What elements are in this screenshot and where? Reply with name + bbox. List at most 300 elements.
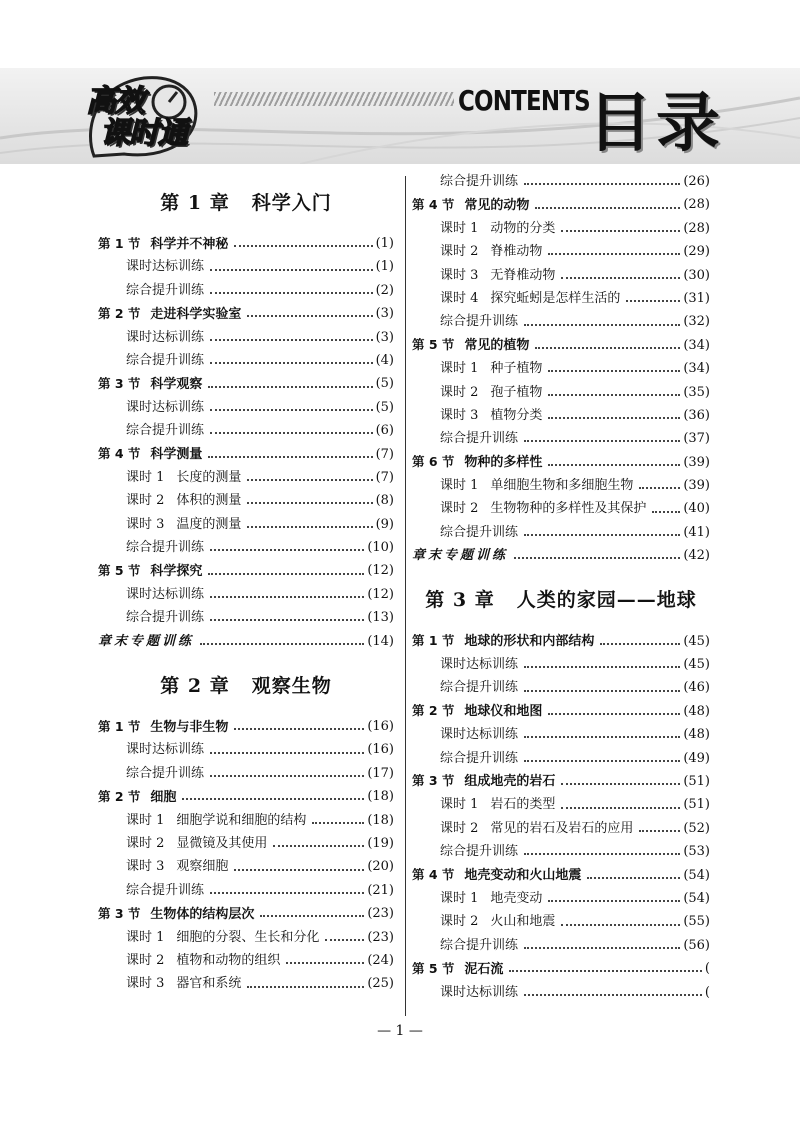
dot-leader [247,478,372,481]
logo-text-line1: 高效 [86,84,144,119]
toc-entry-title: 火山和地震 [490,914,556,930]
toc-entry-label [412,863,584,887]
dot-leader [509,969,702,972]
dot-leader [561,276,680,279]
toc-entry-title: 常见的植物 [464,338,530,354]
toc-entry-title: 常见的岩石及岩石的应用 [490,820,634,836]
toc-entry-page: (16) [367,719,394,735]
toc-lesson-entry[interactable] [412,981,710,1004]
dot-leader [524,182,680,185]
toc-entry-page: (18) [367,812,394,828]
toc-lesson-entry[interactable] [98,879,394,902]
toc-entry-label [412,699,545,723]
toc-section-entry[interactable] [98,443,394,466]
toc-entry-label [126,738,207,761]
dot-leader [273,844,364,847]
dot-leader [561,923,680,926]
toc-entry-label [440,287,623,310]
toc-entry-page: (5) [375,399,394,415]
toc-entry-number: 课时 1 [440,478,479,494]
toc-entry-label [440,793,558,816]
toc-left-column [98,170,394,996]
toc-lesson-entry[interactable] [412,287,710,310]
toc-entry-title: 长度的测量 [176,469,242,485]
toc-entry-title: 组成地壳的岩石 [464,774,556,790]
toc-section-entry[interactable] [412,451,710,474]
toc-entry-label [440,404,545,427]
chapter-number: 第 3 章 [425,589,495,612]
toc-entry-label [440,240,545,263]
chapter-heading [412,568,710,630]
toc-entry-label [440,910,558,933]
toc-entry-number: 课时 1 [440,797,479,813]
toc-lesson-entry[interactable] [98,326,394,349]
toc-lesson-entry[interactable] [412,310,710,333]
toc-lesson-entry[interactable] [98,972,394,995]
dot-leader [524,689,680,692]
toc-entry-title: 脊椎动物 [490,244,543,260]
toc-lesson-entry[interactable] [412,240,710,263]
toc-entry-page: (3) [375,306,394,322]
toc-lesson-entry[interactable] [98,513,394,536]
toc-section-entry[interactable] [98,785,394,808]
toc-entry-page: (5) [375,376,394,392]
toc-entry-page: (1) [375,259,394,275]
dot-leader [210,431,373,434]
column-divider [405,176,406,1016]
toc-lesson-entry[interactable] [98,536,394,559]
toc-entry-page: (28) [683,197,710,213]
dot-leader [210,361,373,364]
toc-review-entry[interactable] [98,630,394,653]
toc-entry-page: (37) [683,431,710,447]
toc-entry-label [440,887,545,910]
toc-entry-number: 第 3 节 [412,773,455,789]
toc-entry-page: (35) [683,384,710,400]
toc-entry-page: (31) [683,290,710,306]
toc-entry-label [126,809,309,832]
toc-entry-page: (48) [683,703,710,719]
toc-entry-number: 课时 2 [440,244,479,260]
toc-entry-title: 综合提升训练 [126,540,205,556]
dot-leader [652,510,680,513]
toc-entry-title: 课时达标训练 [440,657,519,673]
dot-leader [210,618,364,621]
toc-entry-number: 第 5 节 [98,562,141,578]
toc-entry-number: 课时 2 [440,501,479,517]
toc-entry-title: 课时达标训练 [126,259,205,275]
toc-entry-label [440,840,521,863]
toc-entry-page: (1) [375,236,394,251]
dot-leader [182,797,364,800]
toc-entry-title: 课时达标训练 [440,984,519,1000]
toc-section-entry[interactable] [412,957,710,980]
dot-leader [561,806,680,809]
toc-entry-label [126,855,231,878]
toc-entry-label [412,333,532,357]
dot-leader [639,829,680,832]
dot-leader [210,548,364,551]
toc-entry-number: 第 2 节 [98,305,141,321]
dot-leader [234,727,364,730]
dot-leader [561,782,680,785]
toc-entry-label [126,466,244,489]
dot-leader [561,229,680,232]
toc-entry-number: 第 1 节 [98,235,141,251]
toc-entry-label [126,255,207,278]
toc-entry-page: (6) [375,423,394,439]
toc-entry-number: 第 5 节 [412,960,455,976]
toc-lesson-entry[interactable] [412,840,710,863]
toc-lesson-entry[interactable] [412,747,710,770]
toc-entry-label [440,817,636,840]
dot-leader [548,252,680,255]
toc-entry-title: 科学观察 [150,376,203,392]
toc-entry-number: 第 6 节 [412,454,455,470]
toc-entry-page: (36) [683,407,710,423]
toc-entry-label [440,723,521,746]
toc-entry-label [126,489,244,512]
toc-lesson-entry[interactable] [412,521,710,544]
toc-entry-title: 综合提升训练 [126,765,205,781]
dot-leader [312,821,364,824]
toc-entry-label [440,310,521,333]
toc-entry-number: 第 4 节 [98,446,141,462]
dot-leader [210,338,373,341]
toc-entry-label [98,630,197,653]
dot-leader [548,463,680,466]
toc-entry-page: (12) [367,563,394,579]
toc-lesson-entry[interactable] [412,381,710,404]
toc-entry-page: (9) [375,516,394,532]
toc-entry-page: (17) [367,765,394,781]
dot-leader [524,735,680,738]
toc-entry-label [412,450,545,474]
toc-lesson-entry[interactable] [412,817,710,840]
toc-entry-label [412,629,597,653]
toc-entry-number: 第 3 节 [98,905,141,921]
toc-section-entry[interactable] [412,864,710,887]
toc-entry-label [126,972,244,995]
toc-section-entry[interactable] [98,302,394,325]
toc-entry-label [440,981,521,1004]
toc-entry-title: 孢子植物 [490,384,543,400]
toc-entry-label [440,521,521,544]
toc-lesson-entry[interactable] [98,832,394,855]
dot-leader [234,868,364,871]
toc-entry-label [98,559,205,583]
toc-entry-page: (23) [367,929,394,945]
toc-lesson-entry[interactable] [412,217,710,240]
toc-entry-page: (34) [683,361,710,377]
toc-entry-label [98,902,257,926]
toc-entry-label [126,926,322,949]
toc-entry-title: 单细胞生物和多细胞生物 [490,478,634,494]
toc-lesson-entry[interactable] [98,606,394,629]
toc-entry-title: 显微镜及其使用 [176,835,268,851]
toc-entry-page: (3) [375,329,394,345]
toc-entry-title: 科学探究 [150,563,203,579]
toc-lesson-entry[interactable] [98,466,394,489]
toc-section-entry[interactable] [98,715,394,738]
toc-entry-number: 第 2 节 [98,788,141,804]
toc-entry-number: 第 5 节 [412,337,455,353]
dot-leader [535,346,680,349]
toc-entry-number: 课时 2 [440,820,479,836]
toc-entry-title: 地壳变动和火山地震 [464,868,582,884]
toc-entry-page: (34) [683,337,710,353]
toc-entry-title: 综合提升训练 [440,937,519,953]
toc-entry-title: 生物体的结构层次 [150,906,255,922]
toc-entry-number: 课时 2 [440,384,479,400]
toc-entry-title: 综合提升训练 [440,174,519,189]
toc-entry-title: 课时达标训练 [126,329,205,345]
toc-entry-label [98,715,231,739]
toc-entry-page: (10) [367,540,394,556]
toc-entry-title: 细胞 [150,789,177,805]
toc-entry-page: (8) [375,493,394,509]
toc-entry-page: (4) [375,352,394,368]
toc-entry-page: (53) [683,844,710,860]
toc-lesson-entry[interactable] [412,653,710,676]
dot-leader [524,665,680,668]
toc-lesson-entry[interactable] [98,489,394,512]
toc-lesson-entry[interactable] [98,349,394,372]
toc-entry-title: 泥石流 [464,961,504,977]
toc-entry-number: 课时 3 [126,516,165,532]
toc-entry-page: (2) [375,282,394,298]
toc-entry-page: (54) [683,867,710,883]
toc-lesson-entry[interactable] [412,793,710,816]
toc-entry-title: 综合提升训练 [440,680,519,696]
toc-entry-label [126,832,270,855]
toc-section-entry[interactable] [412,193,710,216]
dot-leader [535,206,680,209]
dot-leader [548,899,680,902]
dot-leader [247,314,372,317]
dot-leader [260,914,364,917]
toc-entry-label [440,474,636,497]
logo-text-line2: 课时通 [100,116,187,151]
dot-leader [208,455,372,458]
toc-lesson-entry[interactable] [412,887,710,910]
dot-leader [524,533,680,536]
toc-lesson-entry[interactable] [412,427,710,450]
toc-entry-title: 综合提升训练 [440,431,519,447]
toc-entry-label [412,769,558,793]
toc-entry-label [126,396,207,419]
toc-lesson-entry[interactable] [412,676,710,699]
toc-lesson-entry[interactable] [412,264,710,287]
toc-entry-title: 探究蚯蚓是怎样生活的 [490,290,621,306]
toc-entry-page: (42) [683,548,710,564]
toc-entry-number: 第 3 节 [98,375,141,391]
toc-entry-page: (46) [683,680,710,696]
toc-lesson-entry[interactable] [98,396,394,419]
toc-entry-page: (45) [683,657,710,673]
toc-lesson-entry[interactable] [412,723,710,746]
dot-leader [524,993,702,996]
toc-entry-label [440,357,545,380]
toc-entry-page: (21) [367,882,394,898]
dot-leader [548,712,680,715]
toc-entry-number: 第 1 节 [98,718,141,734]
toc-entry-page: (39) [683,454,710,470]
dot-leader [587,876,680,879]
toc-entry-title: 植物和动物的组织 [176,952,281,968]
toc-entry-label [412,957,506,981]
toc-entry-number: 第 1 节 [412,633,455,649]
toc-entry-title: 地壳变动 [490,890,543,906]
hatch-decoration [214,92,454,106]
toc-lesson-entry[interactable] [412,910,710,933]
toc-entry-page: (54) [683,890,710,906]
toc-entry-page: ( [704,961,710,977]
toc-entry-title: 观察细胞 [176,859,229,875]
toc-entry-label [126,606,207,629]
dot-leader [210,268,373,271]
toc-entry-label [98,302,244,326]
toc-entry-title: 课时达标训练 [440,727,519,743]
toc-entry-label [126,419,207,442]
toc-lesson-entry[interactable] [98,279,394,302]
dot-leader [548,369,680,372]
toc-entry-title: 种子植物 [490,361,543,377]
toc-section-entry[interactable] [98,559,394,582]
toc-lesson-entry[interactable] [412,474,710,497]
toc-lesson-entry[interactable] [98,855,394,878]
toc-entry-title: 器官和系统 [176,976,242,992]
toc-entry-label [440,381,545,404]
toc-lesson-entry[interactable] [412,404,710,427]
toc-entry-label [440,264,558,287]
toc-entry-page: (52) [683,820,710,836]
toc-entry-label [440,217,558,240]
toc-entry-label [126,879,207,902]
toc-entry-title: 综合提升训练 [126,610,205,626]
toc-entry-label [440,653,521,676]
toc-entry-title: 动物的分类 [490,220,556,236]
toc-entry-label [412,193,532,217]
toc-entry-label [412,544,511,567]
toc-entry-page: (40) [683,501,710,517]
toc-entry-page: (25) [367,976,394,992]
toc-entry-title: 生物与非生物 [150,719,229,735]
dot-leader [524,323,680,326]
toc-section-entry[interactable] [98,232,394,255]
toc-entry-page: (39) [683,478,710,494]
toc-lesson-entry[interactable] [412,357,710,380]
dot-leader [210,291,373,294]
toc-lesson-entry[interactable] [412,497,710,520]
toc-entry-label [126,583,207,606]
dot-leader [524,439,680,442]
toc-entry-page: (7) [375,446,394,462]
toc-entry-title: 综合提升训练 [126,882,205,898]
toc-entry-page: (45) [683,633,710,649]
dot-leader [548,416,680,419]
toc-entry-number: 课时 1 [126,929,165,945]
toc-entry-page: (51) [683,797,710,813]
toc-lesson-entry[interactable] [98,809,394,832]
toc-lesson-entry[interactable] [98,738,394,761]
toc-entry-title: 植物分类 [490,407,543,423]
toc-entry-label [98,372,205,396]
toc-section-entry[interactable] [412,334,710,357]
toc-lesson-entry[interactable] [98,926,394,949]
toc-entry-title: 综合提升训练 [126,352,205,368]
toc-entry-title: 章末专题训练 [98,633,195,649]
dot-leader [639,486,680,489]
toc-section-entry[interactable] [98,372,394,395]
toc-entry-title: 综合提升训练 [440,314,519,330]
toc-section-entry[interactable] [412,630,710,653]
chapter-number: 第 1 章 [160,191,230,214]
toc-review-entry[interactable] [412,544,710,567]
toc-entry-number: 课时 3 [126,976,165,992]
toc-entry-label [126,513,244,536]
toc-lesson-entry[interactable] [98,762,394,785]
dot-leader [286,961,364,964]
toc-lesson-entry[interactable] [98,255,394,278]
toc-entry-title: 地球仪和地图 [464,704,543,720]
toc-entry-number: 课时 1 [440,220,479,236]
toc-entry-label [98,785,179,809]
toc-entry-label [126,536,207,559]
toc-lesson-entry[interactable] [412,170,710,193]
toc-lesson-entry[interactable] [98,583,394,606]
toc-entry-label [126,279,207,302]
toc-entry-title: 综合提升训练 [440,524,519,540]
contents-label: CONTENTS [458,84,590,117]
toc-entry-title: 地球的形状和内部结构 [464,634,595,650]
toc-entry-number: 课时 4 [440,290,479,306]
toc-entry-page: (28) [683,220,710,236]
toc-entry-page: (32) [683,314,710,330]
dot-leader [626,299,680,302]
toc-entry-number: 第 4 节 [412,867,455,883]
toc-section-entry[interactable] [412,700,710,723]
toc-entry-label [126,762,207,785]
toc-entry-title: 科学测量 [150,447,203,463]
chapter-title: 人类的家园——地球 [516,589,697,612]
toc-entry-page: (14) [367,633,394,649]
page-title: 目录 [588,87,724,161]
toc-entry-number: 课时 1 [126,469,165,485]
toc-right-column [412,170,710,1004]
toc-section-entry[interactable] [412,770,710,793]
toc-lesson-entry[interactable] [412,934,710,957]
toc-lesson-entry[interactable] [98,419,394,442]
chapter-number: 第 2 章 [160,674,230,697]
toc-section-entry[interactable] [98,902,394,925]
toc-entry-label [440,427,521,450]
toc-entry-title: 综合提升训练 [440,750,519,766]
dot-leader [524,759,680,762]
toc-entry-number: 第 4 节 [412,196,455,212]
toc-entry-number: 课时 2 [126,493,165,509]
toc-entry-page: (12) [367,586,394,602]
toc-entry-title: 常见的动物 [464,197,530,213]
toc-entry-page: (13) [367,610,394,626]
toc-entry-page: (49) [683,750,710,766]
toc-entry-number: 课时 1 [126,812,165,828]
toc-entry-label [126,949,283,972]
toc-entry-label [440,170,521,193]
toc-lesson-entry[interactable] [98,949,394,972]
toc-entry-label [440,676,521,699]
chapter-heading [98,170,394,232]
